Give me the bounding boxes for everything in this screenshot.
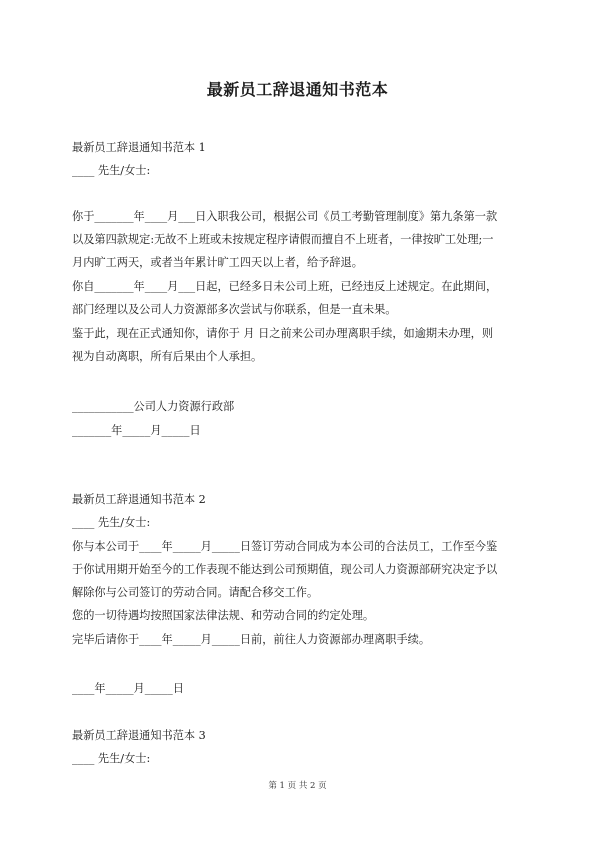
section1-para3-line1: 鉴于此，现在正式通知你，请你于 月 日之前来公司办理离职手续，如逾期未办理，则 [72,327,494,340]
section3-salutation: ____ 先生/女士: [72,752,151,765]
document-title: 最新员工辞退通知书范本 [206,80,389,99]
section2-para1-line2: 于你试用期开始至今的工作表现不能达到公司预期值，现公司人力资源部研究决定予以 [72,563,498,576]
section1-salutation: ____ 先生/女士: [72,164,151,177]
section1-para2-line1: 你自_______年____月___日起，已经多日未公司上班，已经违反上述规定。在此期间， [72,280,498,293]
section1-para1-line3: 月内旷工两天，或者当年累计旷工四天以上者，给予辞退。 [72,256,363,269]
page-footer: 第 1 页 共 2 页 [268,781,327,791]
section2-para2: 您的一切待遇均按照国家法律法规、和劳动合同的约定处理。 [72,609,375,622]
section1-heading: 最新员工辞退通知书范本 1 [72,141,206,154]
section3-heading: 最新员工辞退通知书范本 3 [72,729,206,742]
section2-salutation: ____ 先生/女士: [72,516,151,529]
section1-signature: ___________公司人力资源行政部 [72,400,235,413]
section2-para1-line3: 解除你与公司签订的劳动合同。请配合移交工作。 [72,586,319,599]
section2-date: ____年_____月_____日 [72,682,184,695]
section2-para3: 完毕后请你于____年_____月_____日前，前往人力资源部办理离职手续。 [72,633,431,646]
section2-para1-line1: 你与本公司于____年_____月_____日签订劳动合同成为本公司的合法员工，工作至今鉴 [72,540,498,553]
section1-para1-line1: 你于_______年____月___日入职我公司，根据公司《员工考勤管理制度》第九条第一款 [72,210,498,223]
section2-heading: 最新员工辞退通知书范本 2 [72,493,206,506]
section1-para3-line2: 视为自动离职，所有后果由个人承担。 [72,350,263,363]
section1-date: _______年_____月_____日 [72,424,201,437]
section1-para1-line2: 以及第四款规定:无故不上班或未按规定程序请假而擅自不上班者，一律按旷工处理;一 [72,233,494,246]
section1-para2-line2: 部门经理以及公司人力资源部多次尝试与你联系，但是一直未果。 [72,303,397,316]
